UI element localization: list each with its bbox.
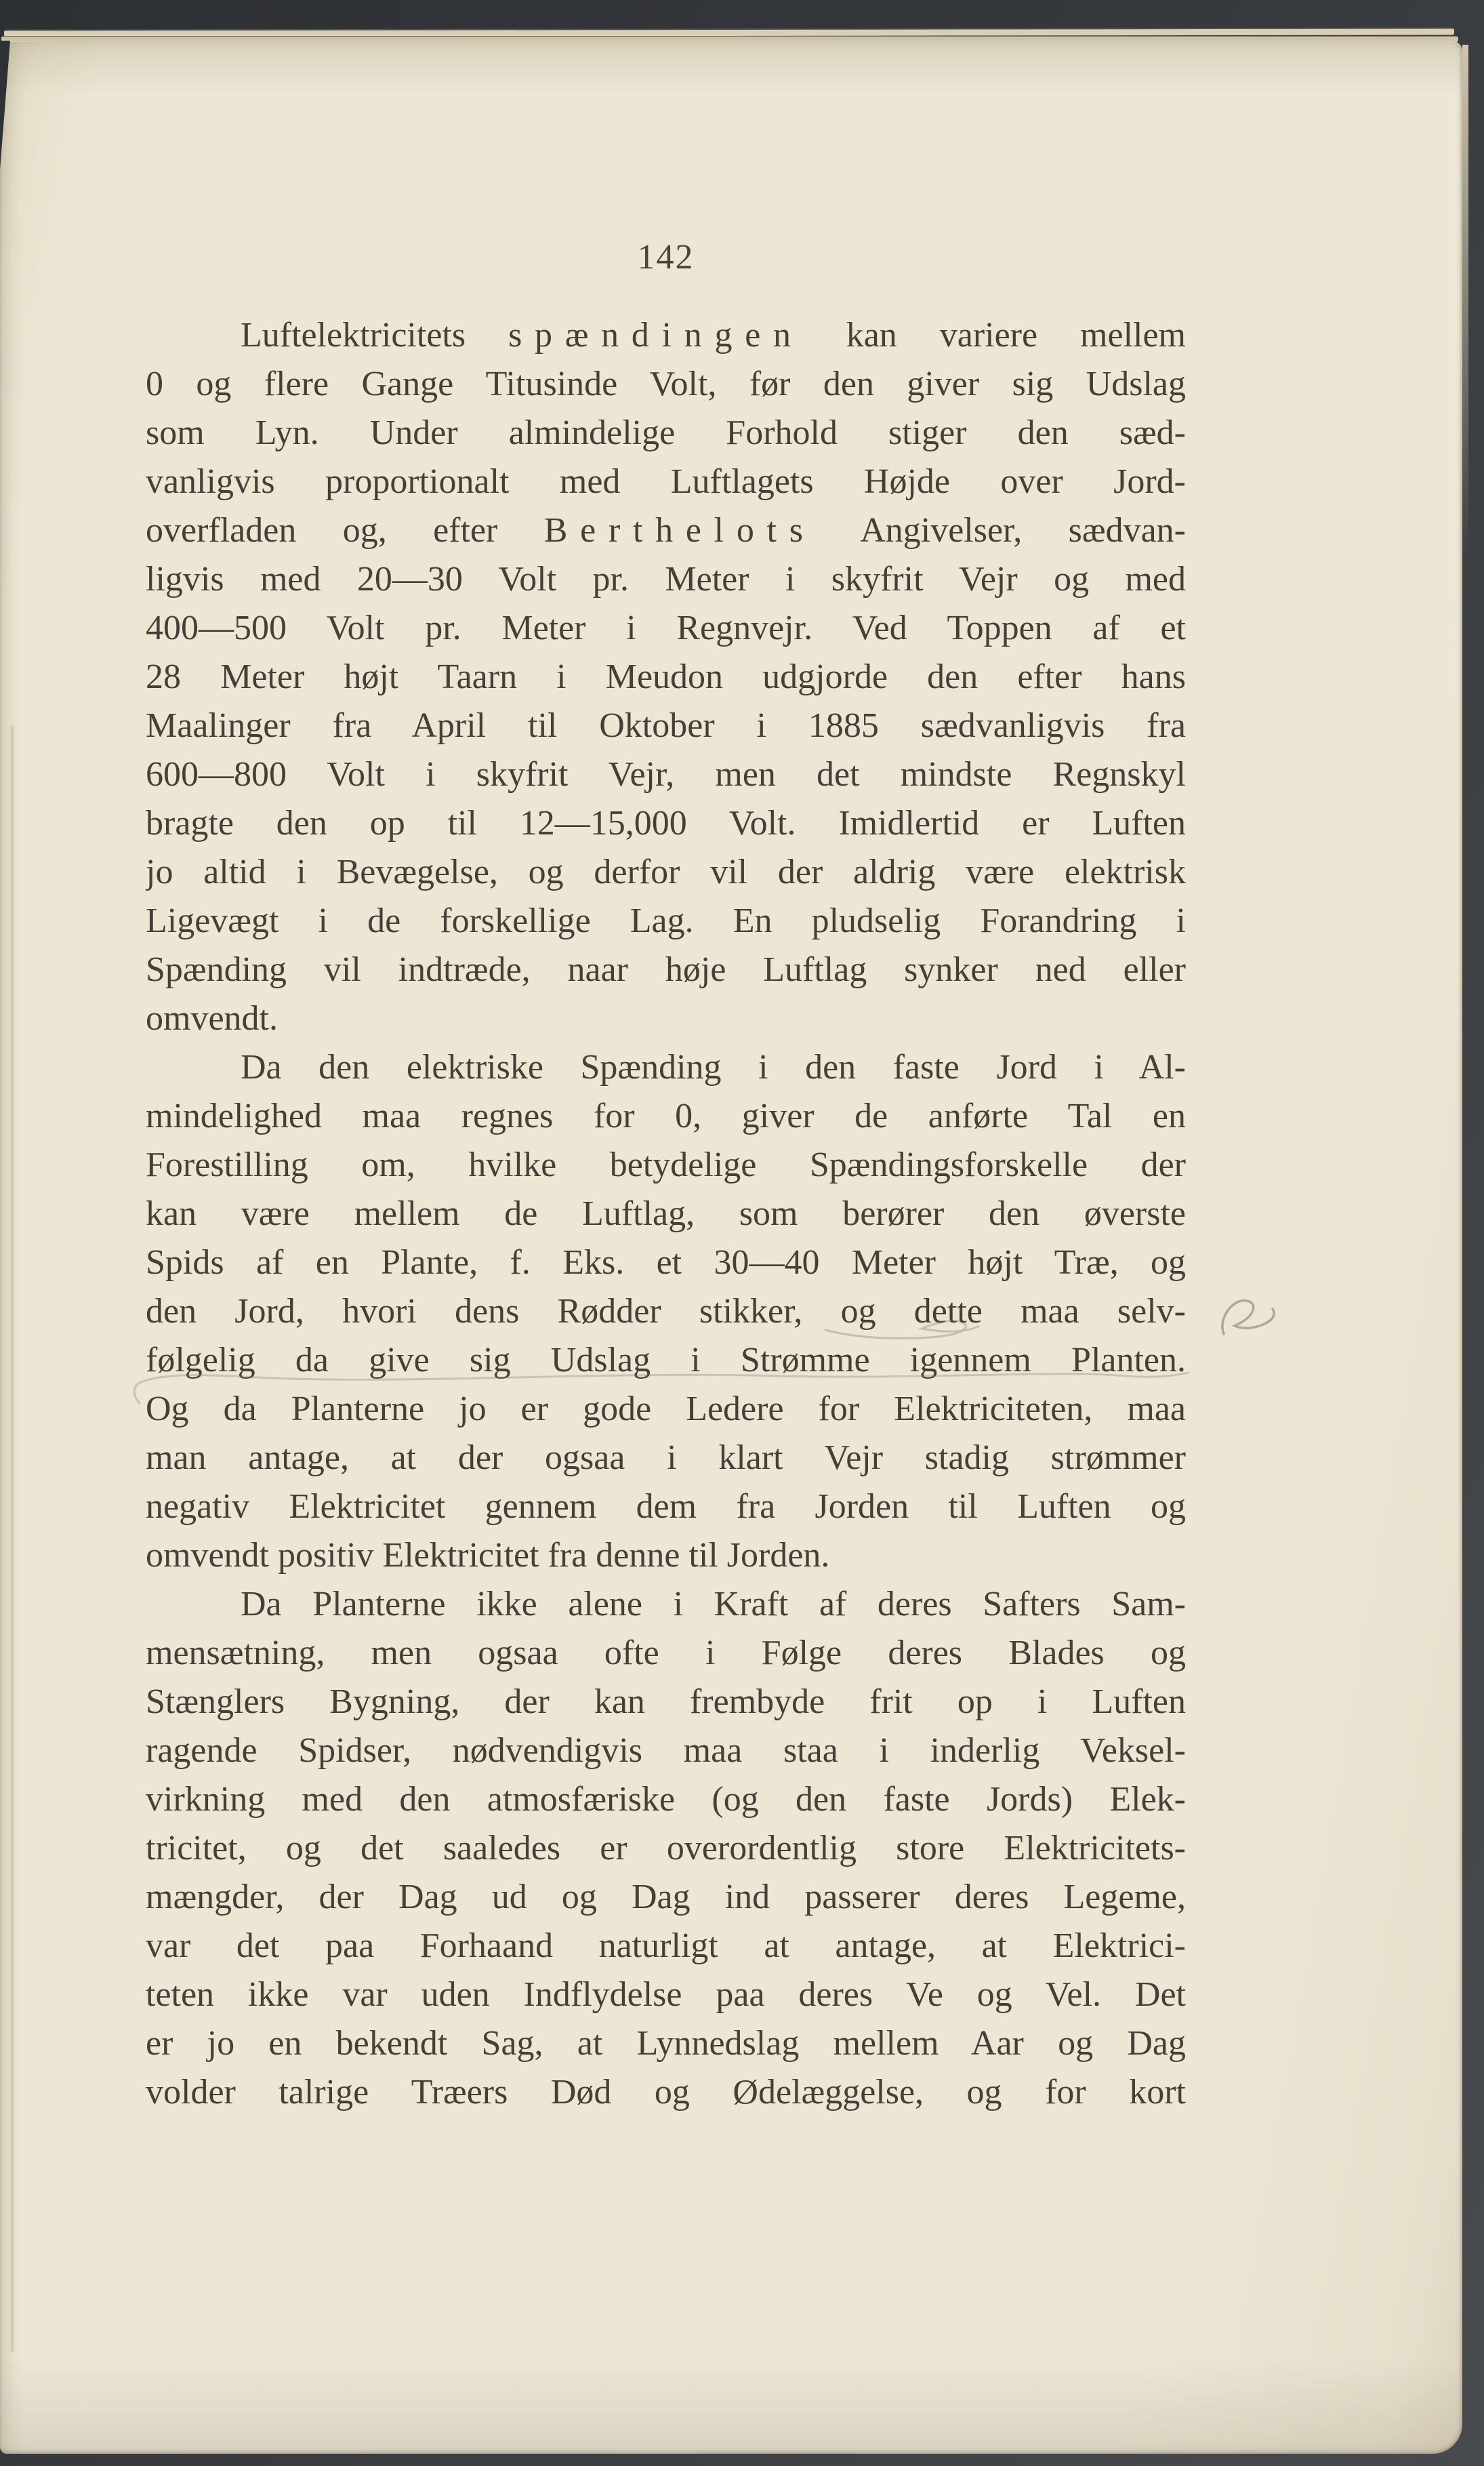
- text-segment: som Lyn. Under almindelige Forhold stiger den sæd-: [146, 413, 1186, 452]
- text-line: [146, 604, 1186, 653]
- text-segment: Og da Planterne jo er gode Ledere for Elektriciteten, maa: [146, 1390, 1186, 1428]
- text-segment: Spænding vil indtræde, naar høje Luftlag synker ned eller: [146, 950, 1186, 989]
- text-line: [146, 750, 1186, 799]
- text-segment: jo altid i Bevægelse, og derfor vil der aldrig være elektrisk: [146, 853, 1186, 891]
- text-segment: omvendt.: [146, 999, 278, 1038]
- text-segment: mensætning, men ogsaa ofte i Følge deres Blades og: [146, 1634, 1186, 1672]
- text-line: [146, 1531, 1186, 1580]
- text-line: [146, 1580, 1186, 1629]
- text-segment: mindelighed maa regnes for 0, giver de anførte Tal en: [146, 1097, 1186, 1135]
- text-segment: Forestilling om, hvilke betydelige Spændingsforskelle der: [146, 1146, 1186, 1184]
- text-segment: volder talrige Træers Død og Ødelæggelse, og for kort: [146, 2073, 1186, 2111]
- text-segment: kan variere mellem: [803, 316, 1186, 355]
- text-line: [146, 1922, 1186, 1970]
- text-line: [146, 1678, 1186, 1726]
- text-segment: 400—500 Volt pr. Meter i Regnvejr. Ved Toppen af et: [146, 609, 1186, 647]
- text-segment: 0 og flere Gange Titusinde Volt, før den giver sig Udslag: [146, 365, 1186, 403]
- text-line: [146, 848, 1186, 897]
- text-segment: tricitet, og det saaledes er overordentlig store Elektricitets-: [146, 1829, 1186, 1867]
- text-segment: Angivelser, sædvan-: [815, 511, 1186, 550]
- text-segment: ligvis med 20—30 Volt pr. Meter i skyfrit Vejr og med: [146, 560, 1186, 599]
- text-segment: Luftelektricitets: [241, 316, 509, 355]
- text-line: [146, 1092, 1186, 1141]
- text-segment: mængder, der Dag ud og Dag ind passerer deres Legeme,: [146, 1878, 1186, 1916]
- text-line: [146, 1824, 1186, 1873]
- text-segment: Da Planterne ikke alene i Kraft af deres Safters Sam-: [241, 1585, 1186, 1623]
- text-segment: Ligevægt i de forskellige Lag. En pludselig Forandring i: [146, 902, 1186, 940]
- text-line: [146, 702, 1186, 750]
- text-line: [146, 1629, 1186, 1678]
- text-line: [146, 1873, 1186, 1922]
- text-line: [146, 311, 1186, 360]
- text-line: [146, 409, 1186, 458]
- text-line: [146, 506, 1186, 555]
- text-line: [146, 1726, 1186, 1775]
- text-line: [146, 1043, 1186, 1092]
- text-line: [146, 1775, 1186, 1824]
- text-line: [146, 994, 1186, 1043]
- text-segment: følgelig da give sig Udslag i Strømme igennem Planten.: [146, 1341, 1186, 1379]
- binding-gutter-crease: [11, 725, 14, 2352]
- text-line: [146, 458, 1186, 506]
- letterspaced-word: Berthelots: [543, 511, 816, 550]
- text-segment: er jo en bekendt Sag, at Lynnedslag mellem Aar og Dag: [146, 2024, 1186, 2063]
- book-page: [0, 41, 1462, 2454]
- text-segment: man antage, at der ogsaa i klart Vejr stadig strømmer: [146, 1438, 1186, 1477]
- text-segment: ragende Spidser, nødvendigvis maa staa i inderlig Veksel-: [146, 1731, 1186, 1770]
- text-line: [146, 1141, 1186, 1190]
- text-segment: overfladen og, efter: [146, 511, 544, 550]
- text-line: [146, 1970, 1186, 2019]
- text-line: [146, 2068, 1186, 2117]
- text-segment: Da den elektriske Spænding i den faste Jord i Al-: [241, 1048, 1186, 1087]
- text-line: [146, 360, 1186, 409]
- text-line: [146, 1434, 1186, 1482]
- text-segment: den Jord, hvori dens Rødder stikker, og dette maa selv-: [146, 1292, 1186, 1331]
- text-line: [146, 2019, 1186, 2068]
- text-line: [146, 1238, 1186, 1287]
- text-block: [146, 311, 1186, 2117]
- text-segment: Maalinger fra April til Oktober i 1885 sædvanligvis fra: [146, 706, 1186, 745]
- text-segment: negativ Elektricitet gennem dem fra Jorden til Luften og: [146, 1487, 1186, 1526]
- text-line: [146, 946, 1186, 994]
- text-segment: Stænglers Bygning, der kan frembyde frit op i Luften: [146, 1682, 1186, 1721]
- text-line: [146, 1482, 1186, 1531]
- text-line: [146, 1190, 1186, 1238]
- text-segment: kan være mellem de Luftlag, som berører den øverste: [146, 1194, 1186, 1233]
- text-segment: 28 Meter højt Taarn i Meudon udgjorde den efter hans: [146, 658, 1186, 696]
- text-line: [146, 1336, 1186, 1385]
- text-line: [146, 1385, 1186, 1434]
- text-segment: virkning med den atmosfæriske (og den faste Jords) Elek-: [146, 1780, 1186, 1819]
- text-segment: var det paa Forhaand naturligt at antage, at Elektrici-: [146, 1926, 1186, 1965]
- text-segment: Spids af en Plante, f. Eks. et 30—40 Meter højt Træ, og: [146, 1243, 1186, 1282]
- text-segment: bragte den op til 12—15,000 Volt. Imidlertid er Luften: [146, 804, 1186, 843]
- text-line: [146, 897, 1186, 946]
- text-segment: vanligvis proportionalt med Luftlagets Højde over Jord-: [146, 462, 1186, 501]
- text-line: [146, 555, 1186, 604]
- text-line: [146, 653, 1186, 702]
- text-segment: 600—800 Volt i skyfrit Vejr, men det mindste Regnskyl: [146, 755, 1186, 794]
- page-number: 142: [637, 238, 695, 277]
- page-edge-right: [1462, 45, 1468, 560]
- text-segment: teten ikke var uden Indflydelse paa deres Ve og Vel. Det: [146, 1975, 1186, 2014]
- text-segment: omvendt positiv Elektricitet fra denne til Jorden.: [146, 1536, 830, 1575]
- text-line: [146, 799, 1186, 848]
- letterspaced-word: spændingen: [508, 316, 804, 355]
- text-line: [146, 1287, 1186, 1336]
